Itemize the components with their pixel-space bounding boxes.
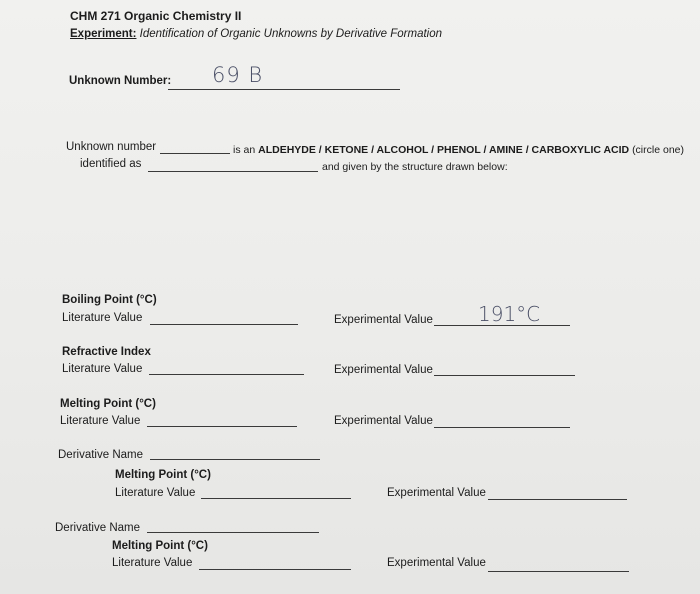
derivative-2-mp-heading: Melting Point (°C) bbox=[112, 540, 208, 552]
refractive-index-literature-line bbox=[149, 374, 304, 375]
experiment-label: Experiment: bbox=[70, 28, 137, 40]
unknown-number-label: Unknown Number: bbox=[69, 75, 172, 87]
boiling-point-literature-label: Literature Value bbox=[62, 312, 143, 324]
identified-as-label: identified as bbox=[80, 158, 142, 170]
melting-point-experimental-label: Experimental Value bbox=[334, 415, 433, 427]
course-title: CHM 271 Organic Chemistry II bbox=[70, 9, 242, 23]
derivative-1-name-line bbox=[150, 459, 320, 460]
derivative-1-literature-label: Literature Value bbox=[115, 487, 196, 499]
derivative-1-name-label: Derivative Name bbox=[58, 449, 143, 461]
identification-number-line bbox=[160, 153, 230, 154]
refractive-index-literature-label: Literature Value bbox=[62, 363, 143, 375]
structure-note: and given by the structure drawn below: bbox=[322, 161, 508, 173]
boiling-point-literature-line bbox=[150, 324, 298, 325]
derivative-1-experimental-label: Experimental Value bbox=[387, 487, 486, 499]
melting-point-literature-label: Literature Value bbox=[60, 415, 141, 427]
experiment-line bbox=[70, 27, 442, 41]
boiling-point-experimental-label: Experimental Value bbox=[334, 314, 433, 326]
melting-point-experimental-line bbox=[434, 427, 570, 428]
derivative-2-name-label: Derivative Name bbox=[55, 522, 140, 534]
refractive-index-experimental-line bbox=[434, 375, 575, 376]
boiling-point-handwritten: 191°C bbox=[478, 302, 541, 326]
refractive-index-heading: Refractive Index bbox=[62, 346, 151, 358]
compound-class-line bbox=[233, 143, 684, 157]
refractive-index-experimental-label: Experimental Value bbox=[334, 364, 433, 376]
compound-class-choices: ALDEHYDE / KETONE / ALCOHOL / PHENOL / AMINE / CARBOXYLIC ACID bbox=[258, 144, 630, 156]
identification-name-line bbox=[148, 171, 318, 172]
experiment-title: Identification of Organic Unknowns by Derivative Formation bbox=[139, 28, 443, 40]
derivative-2-experimental-label: Experimental Value bbox=[387, 557, 486, 569]
compound-class-prefix: is an bbox=[233, 144, 256, 156]
melting-point-heading: Melting Point (°C) bbox=[60, 398, 156, 410]
derivative-1-literature-line bbox=[201, 498, 351, 499]
derivative-2-experimental-line bbox=[488, 571, 629, 572]
melting-point-literature-line bbox=[147, 426, 297, 427]
derivative-2-literature-label: Literature Value bbox=[112, 557, 193, 569]
unknown-number-id-label: Unknown number bbox=[66, 141, 157, 153]
unknown-number-line bbox=[168, 89, 400, 90]
derivative-2-name-line bbox=[147, 532, 319, 533]
derivative-1-mp-heading: Melting Point (°C) bbox=[115, 469, 211, 481]
unknown-number-handwritten: 69 B bbox=[212, 63, 264, 87]
boiling-point-heading: Boiling Point (°C) bbox=[62, 294, 157, 306]
derivative-2-literature-line bbox=[199, 569, 351, 570]
derivative-1-experimental-line bbox=[488, 499, 627, 500]
compound-class-suffix: (circle one) bbox=[632, 144, 684, 156]
